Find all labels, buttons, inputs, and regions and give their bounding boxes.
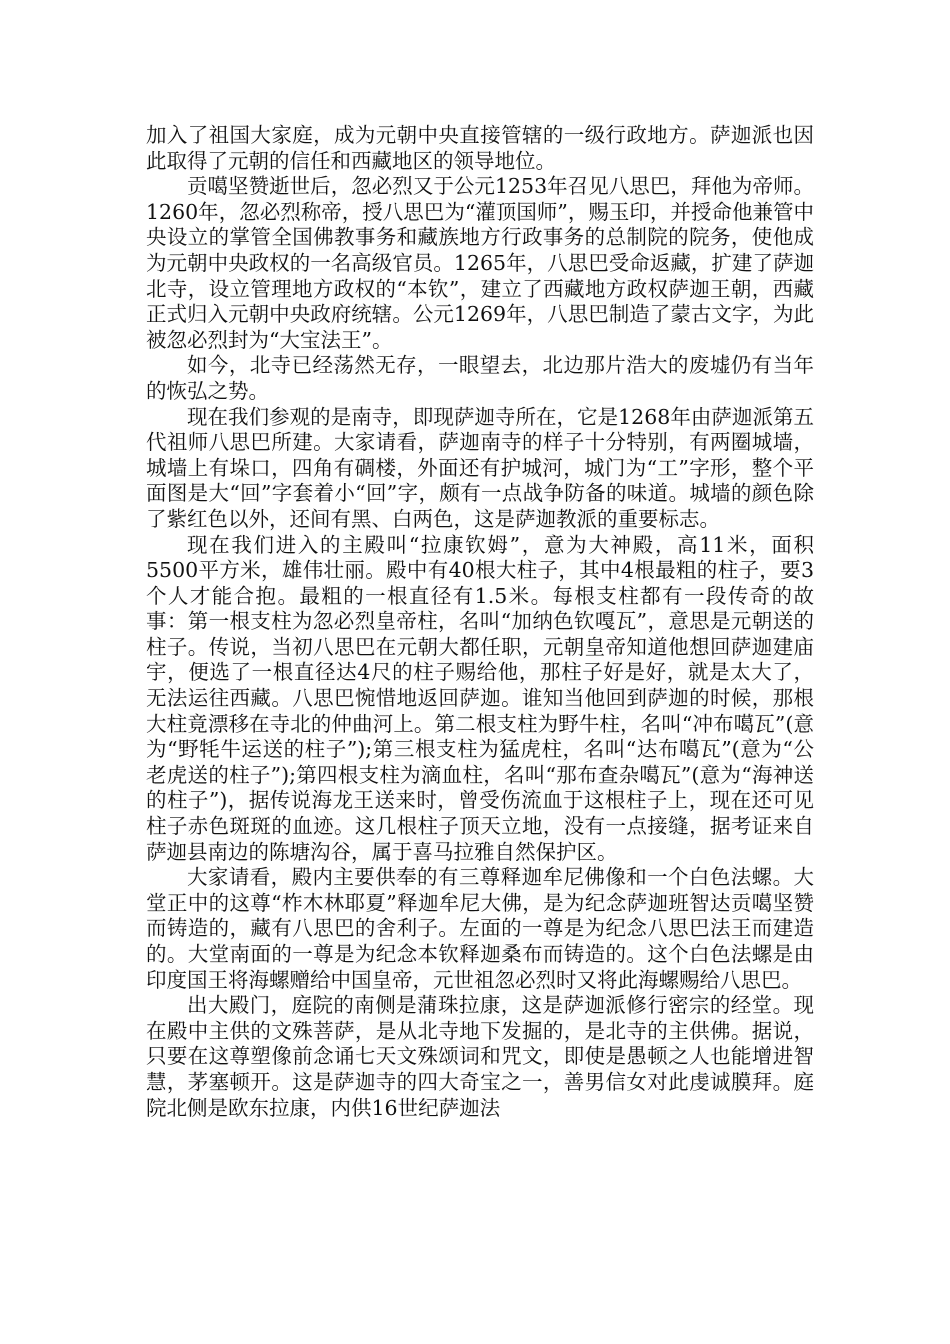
paragraph-4: 现在我们参观的是南寺，即现萨迦寺所在，它是1268年由萨迦派第五代祖师八思巴所建。大家请看，萨迦南寺的样子十分特别，有两圈城墙，城墙上有垛口，四角有碉楼，外面还有护城河，城门为“工”字形，整个平面图是大“回”字套着小“回”字，颇有一点战争防备的味道。城墙的颜色除了紫红色以外，还间有黑、白两色，这是萨迦教派的重要标志。 — [146, 404, 814, 531]
paragraph-5: 现在我们进入的主殿叫“拉康钦姆”，意为大神殿，高11米，面积5500平方米，雄伟壮丽。殿中有40根大柱子，其中4根最粗的柱子，要3个人才能合抱。最粗的一根直径有1.5米。每根支柱都有一段传奇的故事：第一根支柱为忽必烈皇帝柱，名叫“加纳色钦嘎瓦”，意思是元朝送的柱子。传说，当初八思巴在元朝大都任职，元朝皇帝知道他想回萨迦建庙宇，便选了一根直径达4尺的柱子赐给他，那柱子好是好，就是太大了，无法运往西藏。八思巴惋惜地返回萨迦。谁知当他回到萨迦的时候，那根大柱竟漂移在寺北的仲曲河上。第二根支柱为野牛柱，名叫“冲布噶瓦”(意为“野牦牛运送的柱子”);第三根支柱为猛虎柱，名叫“达布噶瓦”(意为“公老虎送的柱子”);第四根支柱为滴血柱，名叫“那布查杂噶瓦”(意为“海神送的柱子”)，据传说海龙王送来时，曾受伤流血于这根柱子上，现在还可见柱子赤色斑斑的血迹。这几根柱子顶天立地，没有一点接缝，据考证来自萨迦县南边的陈塘沟谷，属于喜马拉雅自然保护区。 — [146, 532, 814, 864]
paragraph-1: 加入了祖国大家庭，成为元朝中央直接管辖的一级行政地方。萨迦派也因此取得了元朝的信任和西藏地区的领导地位。 — [146, 123, 814, 173]
document-body — [146, 123, 814, 1121]
paragraph-3: 如今，北寺已经荡然无存，一眼望去，北边那片浩大的废墟仍有当年的恢弘之势。 — [146, 353, 814, 403]
paragraph-2: 贡噶坚赞逝世后，忽必烈又于公元1253年召见八思巴，拜他为帝师。1260年，忽必烈称帝，授八思巴为“灌顶国师”，赐玉印，并授命他兼管中央设立的掌管全国佛教事务和藏族地方行政事务的总制院的院务，使他成为元朝中央政权的一名高级官员。1265年，八思巴受命返藏，扩建了萨迦北寺，设立管理地方政权的“本钦”，建立了西藏地方政权萨迦王朝，西藏正式归入元朝中央政府统辖。公元1269年，八思巴制造了蒙古文字，为此被忽必烈封为“大宝法王”。 — [146, 174, 814, 352]
paragraph-7: 出大殿门，庭院的南侧是蒲珠拉康，这是萨迦派修行密宗的经堂。现在殿中主供的文殊菩萨，是从北寺地下发掘的，是北寺的主供佛。据说，只要在这尊塑像前念诵七天文殊颂词和咒文，即使是愚顿之人也能增进智慧，茅塞顿开。这是萨迦寺的四大奇宝之一，善男信女对此虔诚膜拜。庭院北侧是欧东拉康，内供16世纪萨迦法 — [146, 993, 814, 1120]
paragraph-6: 大家请看，殿内主要供奉的有三尊释迦牟尼佛像和一个白色法螺。大堂正中的这尊“柞木林耶夏”释迦牟尼大佛，是为纪念萨迦班智达贡噶坚赞而铸造的，藏有八思巴的舍利子。左面的一尊是为纪念八思巴法王而建造的。大堂南面的一尊是为纪念本钦释迦桑布而铸造的。这个白色法螺是由印度国王将海螺赠给中国皇帝，元世祖忽必烈时又将此海螺赐给八思巴。 — [146, 865, 814, 992]
